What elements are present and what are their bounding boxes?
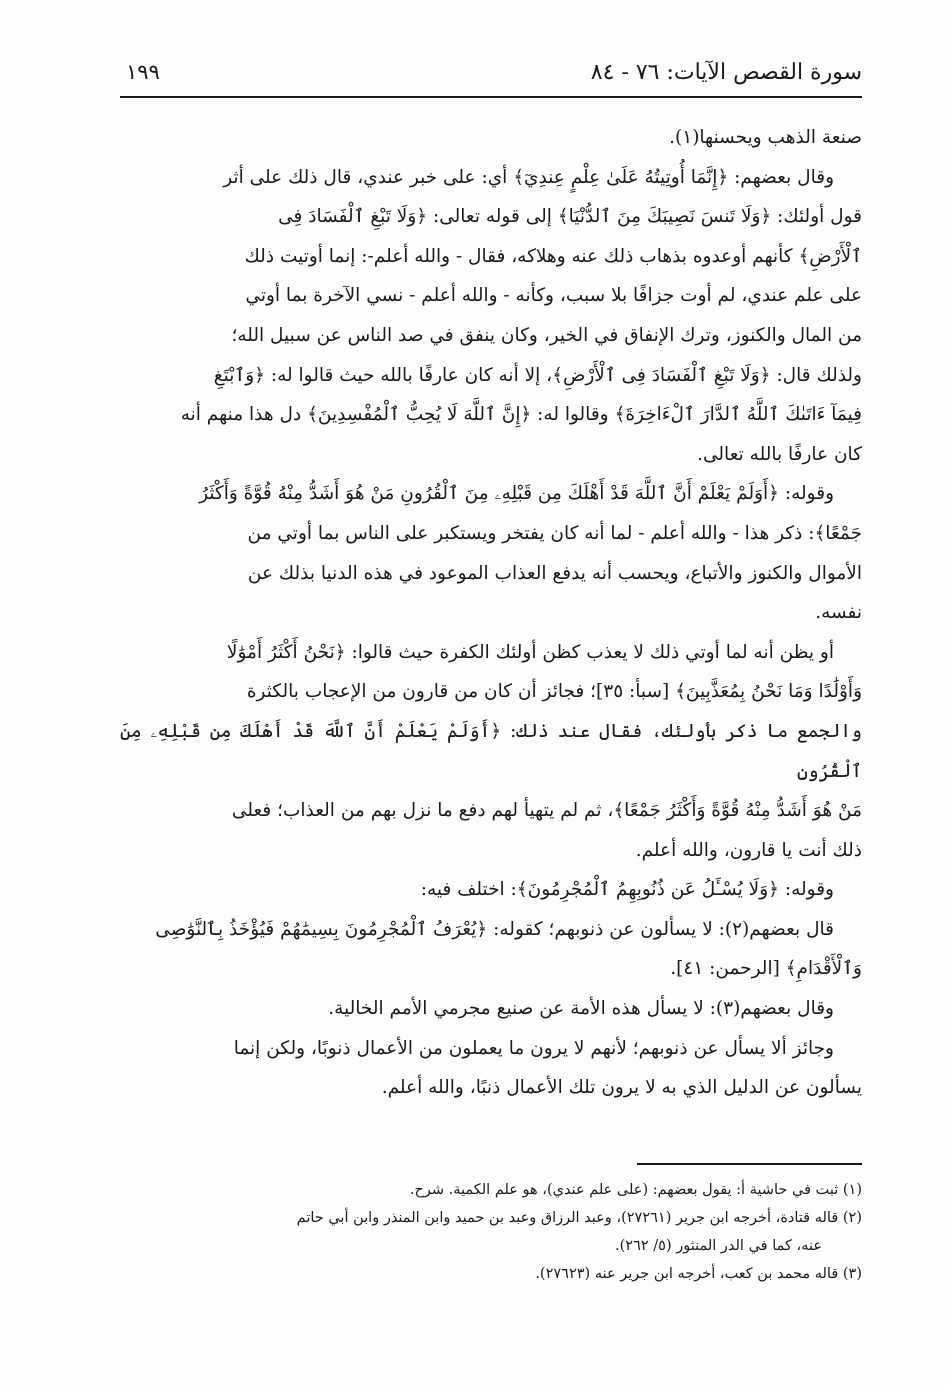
text-line: جَمْعًا﴾: ذكر هذا - والله أعلم - لما أنه كان يفتخر ويستكبر على الناس بما أوتي من — [247, 522, 862, 544]
text-line: وجائز ألا يسأل عن ذنوبهم؛ لأنهم لا يرون ما يعملون من الأعمال ذنوبًا، ولكن إنما — [233, 1037, 834, 1059]
running-title: سورة القصص الآيات: ٧٦ - ٨٤ — [590, 60, 862, 85]
main-text — [120, 118, 862, 1108]
page-number: ١٩٩ — [126, 60, 160, 84]
text-line: وَٱلْأَقْدَامِ﴾ [الرحمن: ٤١]. — [670, 958, 862, 980]
text-line: ولذلك قال: ﴿وَلَا تَبْغِ ٱلْفَسَادَ فِى ٱلْأَرْضِ﴾، إلا أنه كان عارفًا بالله حيث قالوا له: ﴿وَٱبْتَغِ — [213, 364, 862, 386]
text-line: الأموال والكنوز والأتباع، ويحسب أنه يدفع العذاب الموعود في هذه الدنيا بذلك عن — [247, 562, 862, 584]
footnotes — [120, 1176, 862, 1288]
footnote-line: عنه، كما في الدر المنثور (٥/ ٢٦٢). — [615, 1238, 822, 1254]
page-header — [120, 60, 862, 98]
text-line: قول أولئك: ﴿وَلَا تَنسَ نَصِيبَكَ مِنَ ٱلدُّنْيَا﴾ إلى قوله تعالى: ﴿وَلَا تَبْغِ ٱلْفَسَادَ فِى — [278, 206, 862, 228]
text-line: قال بعضهم(٢): لا يسألون عن ذنوبهم؛ كقوله: ﴿يُعْرَفُ ٱلْمُجْرِمُونَ بِسِيمَٰهُمْ فَيُؤْخَذُ بِٱلنَّوَٰصِى — [155, 918, 834, 940]
text-line: مَنْ هُوَ أَشَدُّ مِنْهُ قُوَّةً وَأَكْثَرُ جَمْعًا﴾، ثم لم يتهيأ لهم دفع ما نزل بهم من العذاب؛ فعلى — [231, 800, 862, 822]
footnote-divider — [637, 1163, 862, 1165]
text-line: فِيمَآ ءَاتَىٰكَ ٱللَّهُ ٱلدَّارَ ٱلْءَاخِرَةَ﴾ وقالوا له: ﴿إِنَّ ٱللَّهَ لَا يُحِبُّ ٱلْمُفْسِدِينَ﴾ دل هذا منهم أنه — [180, 404, 862, 426]
footnote-line: (٢) قاله قتادة، أخرجه ابن جرير (٢٧٢٦١)، وعبد الرزاق وعبد بن حميد وابن المنذر وابن أبي حاتم — [296, 1210, 862, 1226]
text-line: على علم عندي، لم أوت جزافًا بلا سبب، وكأنه - والله أعلم - نسي الآخرة بما أوتي — [245, 285, 862, 307]
text-line: وقوله: ﴿أَوَلَمْ يَعْلَمْ أَنَّ ٱللَّهَ قَدْ أَهْلَكَ مِن قَبْلِهِۦ مِنَ ٱلْقُرُونِ مَنْ هُوَ أَشَدُّ مِنْهُ قُوَّةً وَأَكْثَرُ — [199, 483, 834, 505]
text-line: ٱلْأَرْضِ﴾ كأنهم أوعدوه بذهاب ذلك عنه وهلاكه، فقال - والله أعلم-: إنما أوتيت ذلك — [244, 245, 862, 267]
text-line: والجمع ما ذكر بأولئك، فقال عند ذلك: ﴿أَوَلَمْ يَعْلَمْ أَنَّ ٱللَّهَ قَدْ أَهْلَكَ مِن قَبْلِهِۦ مِنَ ٱلْقُرُونِ — [120, 720, 862, 782]
text-line: صنعة الذهب ويحسنها(١). — [669, 127, 862, 148]
text-line: وقوله: ﴿وَلَا يُسْـَٔلُ عَن ذُنُوبِهِمُ ٱلْمُجْرِمُونَ﴾: اختلف فيه: — [420, 879, 834, 901]
text-line: وقال بعضهم: ﴿إِنَّمَا أُوتِيتُهُ عَلَىٰ عِلْمٍ عِندِيٓ﴾ أي: على خبر عندي، قال ذلك على أثر — [223, 166, 834, 188]
text-line: وقال بعضهم(٣): لا يسأل هذه الأمة عن صنيع مجرمي الأمم الخالية. — [328, 998, 834, 1020]
text-line: وَأَوْلَٰدًا وَمَا نَحْنُ بِمُعَذَّبِينَ﴾ [سبأ: ٣٥]؛ فجائز أن كان من قارون من الإعجاب بالكثرة — [246, 681, 862, 703]
footnote-line: (١) ثبت في حاشية أ: يقول بعضهم: (على علم عندي)، هو علم الكمية. شرح. — [409, 1182, 862, 1198]
text-line: نفسه. — [815, 602, 862, 624]
text-line: من المال والكنوز، وترك الإنفاق في الخير، وكان ينفق في صد الناس عن سبيل الله؛ — [231, 324, 862, 346]
text-line: كان عارفًا بالله تعالى. — [697, 443, 862, 465]
text-line: ذلك أنت يا قارون، والله أعلم. — [635, 839, 862, 861]
text-line: يسألون عن الدليل الذي به لا يرون تلك الأعمال ذنبًا، والله أعلم. — [381, 1077, 862, 1099]
footnote-line: (٣) قاله محمد بن كعب، أخرجه ابن جرير عنه (٢٧٦٢٣). — [535, 1266, 862, 1282]
text-line: أو يظن أنه لما أوتي ذلك لا يعذب كظن أولئك الكفرة حيث قالوا: ﴿نَحْنُ أَكْثَرُ أَمْوَٰلًا — [226, 641, 834, 663]
